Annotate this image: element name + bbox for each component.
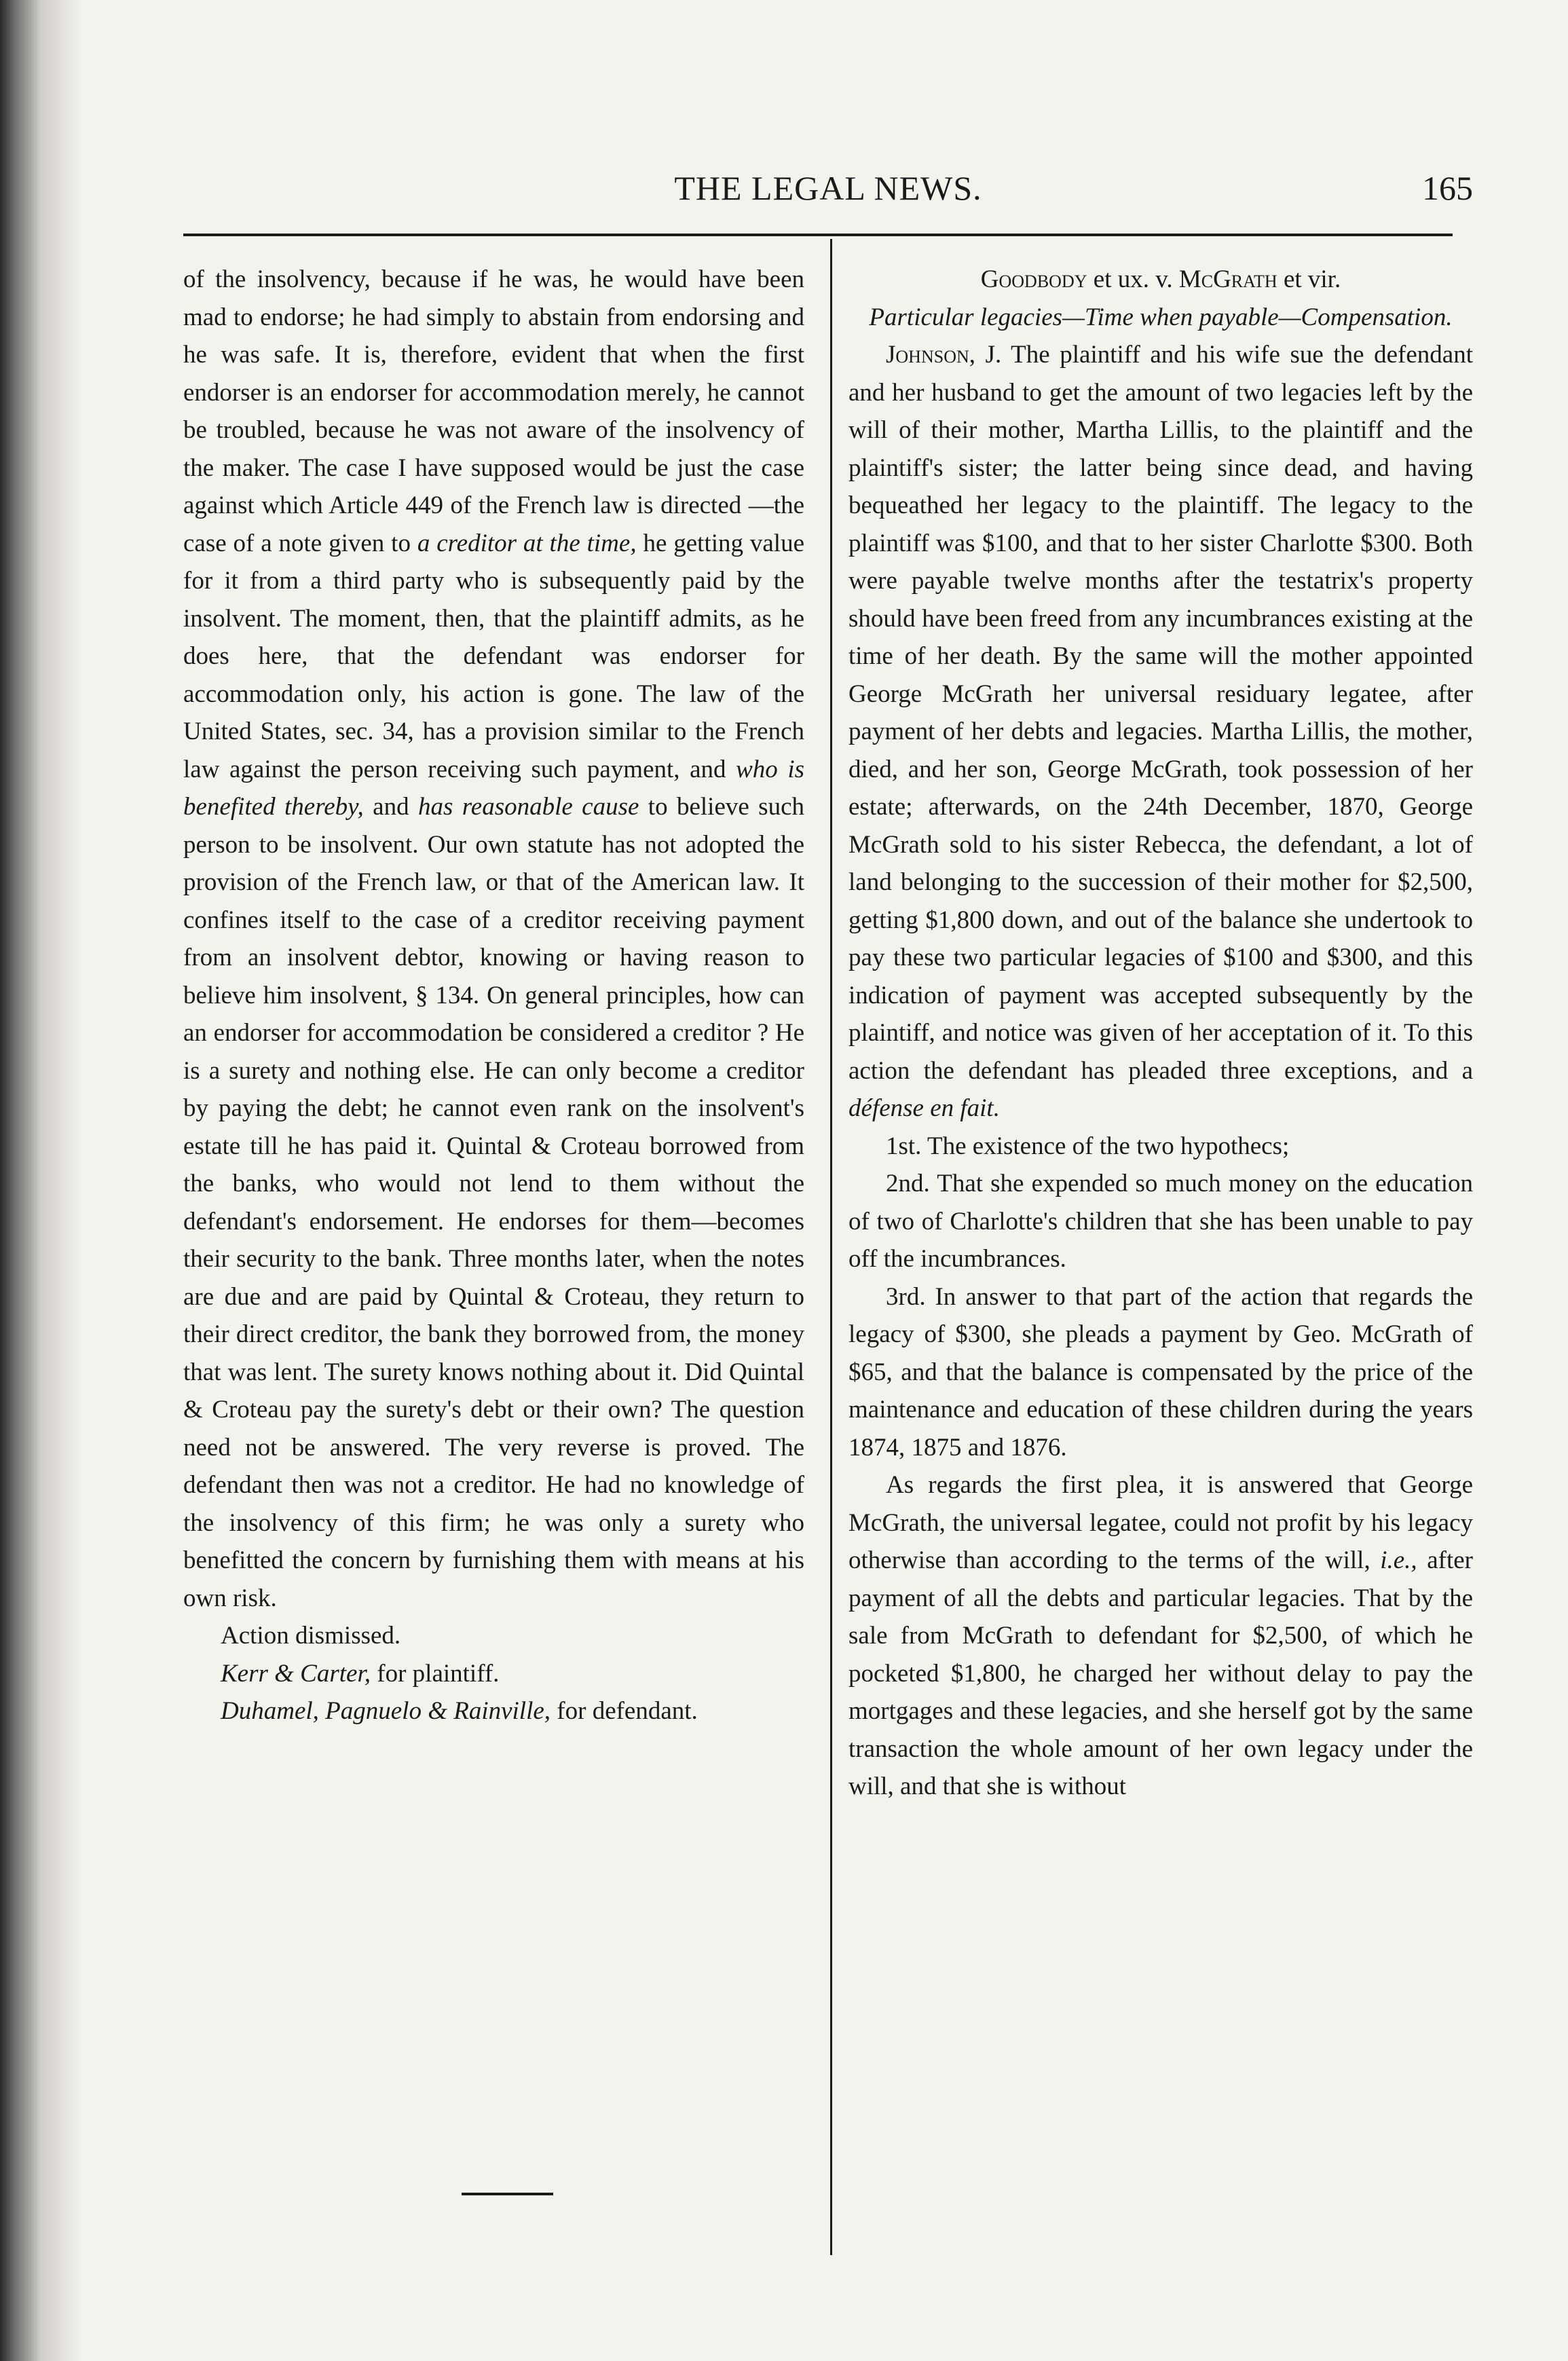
counsel-name: Kerr & Carter,: [221, 1659, 371, 1688]
journal-title: THE LEGAL NEWS.: [674, 169, 982, 207]
text-run: As regards the first plea, it is answered that George McGrath, the universal legatee, could not profit by his legacy otherwise than according to the terms of the will,: [848, 1471, 1473, 1574]
opinion-paragraph: [848, 1466, 1473, 1806]
counsel-role: for plaintiff.: [371, 1659, 500, 1688]
text-run: et vir.: [1277, 265, 1341, 293]
party-name: McGrath: [1178, 265, 1277, 293]
text-run: after payment of all the debts and particular legacies. That by the sale from McGrath to defendant for $2,500, of which he pocketed $1,800, he charged her without delay to pay the mortgages and these legacies, and she herself got by the same transaction the whole amount of her own legacy under the will, and that she is without: [848, 1546, 1473, 1800]
column-divider: [830, 239, 832, 2255]
text-run: et ux. v.: [1087, 265, 1179, 293]
counsel-role: for defendant.: [550, 1697, 698, 1725]
right-column: [848, 261, 1473, 1806]
action-dismissed: Action dismissed.: [221, 1622, 401, 1650]
opinion-paragraph: [848, 336, 1473, 1128]
text-run: to believe such person to be insolvent. Our own statute has not adopted the provision of the French law, or that of the American law. It confines itself to the case of a creditor receiving payment from an insolvent debtor, knowing or having reason to believe him insolvent, § 134. On general principles, how can an endorser for accommodation be considered a creditor ? He is a surety and nothing else. He can only become a creditor by paying the debt; he cannot even rank on the insolvent's estate till he has paid it. Quintal & Croteau borrowed from the banks, who would not lend to them without the defendant's endorsement. He endorses for them—becomes their security to the bank. Three months later, when the notes are due and are paid by Quintal & Croteau, they return to their direct creditor, the bank they borrowed from, the money that was lent. The surety knows nothing about it. Did Quintal & Croteau pay the surety's debt or their own? The question need not be answered. The very reverse is proved. The defendant then was not a creditor. He had no knowledge of the insolvency of this firm; he was only a surety who benefitted the concern by furnishing them with means at his own risk.: [183, 793, 804, 1612]
left-column: [183, 261, 804, 1730]
case-caption: [848, 261, 1473, 299]
header-rule: [183, 234, 1453, 236]
counsel-defendant: [183, 1692, 804, 1730]
page-binding-shadow: [0, 0, 81, 2361]
italic-run: défense en fait.: [848, 1094, 1000, 1122]
party-name: Goodbody: [980, 265, 1087, 293]
text-run: and: [363, 793, 418, 821]
counsel-name: Duhamel, Pagnuelo & Rainville,: [221, 1697, 551, 1725]
text-run: of the insolvency, because if he was, he would have been mad to endorse; he had simply to abstain from endorsing and he was safe. It is, therefore, evident that when the first endorser is an endorser for accommodation merely, he cannot be troubled, because he was not aware of the insolvency of the maker. The case I have supposed would be just the case against which Article 449 of the French law is directed —the case of a note given to: [183, 265, 804, 557]
plea-item: 3rd. In answer to that part of the action that regards the legacy of $300, she pleads a payment by Geo. McGrath of $65, and that the balance is compensated by the price of the maintenance and education of these children during the years 1874, 1875 and 1876.: [848, 1282, 1473, 1462]
plea-item: 1st. The existence of the two hypothecs;: [886, 1132, 1290, 1160]
judge-name: Johnson, J.: [886, 341, 1002, 369]
text-run: he getting value for it from a third party who is subsequently paid by the insolvent. The moment, then, that the plaintiff admits, as he does here, that the defendant was endorser for accommodation only, his action is gone. The law of the United States, sec. 34, has a provision similar to the French law against the person receiving such payment, and: [183, 529, 805, 783]
left-body-paragraph: [183, 261, 804, 1617]
counsel-plaintiff: [183, 1655, 804, 1693]
italic-run: has reasonable cause: [417, 793, 639, 821]
italic-run: i.e.,: [1380, 1546, 1417, 1574]
page-number: 165: [1422, 169, 1473, 207]
section-end-rule: [462, 2193, 553, 2195]
italic-run: a creditor at the time,: [417, 529, 637, 557]
plea-item: 2nd. That she expended so much money on the education of two of Charlotte's children that she has been unable to pay off the incumbrances.: [848, 1170, 1473, 1273]
italic-run: who is benefited thereby,: [183, 755, 804, 821]
running-header: [183, 168, 1473, 229]
case-subject: Particular legacies—Time when payable—Compensation.: [869, 303, 1453, 331]
text-run: The plaintiff and his wife sue the defendant and her husband to get the amount of two legacies left by the will of their mother, Martha Lillis, to the plaintiff and the plaintiff's sister; the latter being since dead, and having bequeathed her legacy to the plaintiff. The legacy to the plaintiff was $100, and that to her sister Charlotte $300. Both were payable twelve months after the testatrix's property should have been freed from any incumbrances existing at the time of her death. By the same will the mother appointed George McGrath her universal residuary legatee, after payment of her debts and legacies. Martha Lillis, the mother, died, and her son, George McGrath, took possession of her estate; afterwards, on the 24th December, 1870, George McGrath sold to his sister Rebecca, the defendant, a lot of land belonging to the succession of their mother for $2,500, getting $1,800 down, and out of the balance she undertook to pay these two particular legacies of $100 and $300, and this indication of payment was accepted subsequently by the plaintiff, and notice was given of her acceptation of it. To this action the defendant has pleaded three exceptions, and a: [848, 341, 1474, 1085]
